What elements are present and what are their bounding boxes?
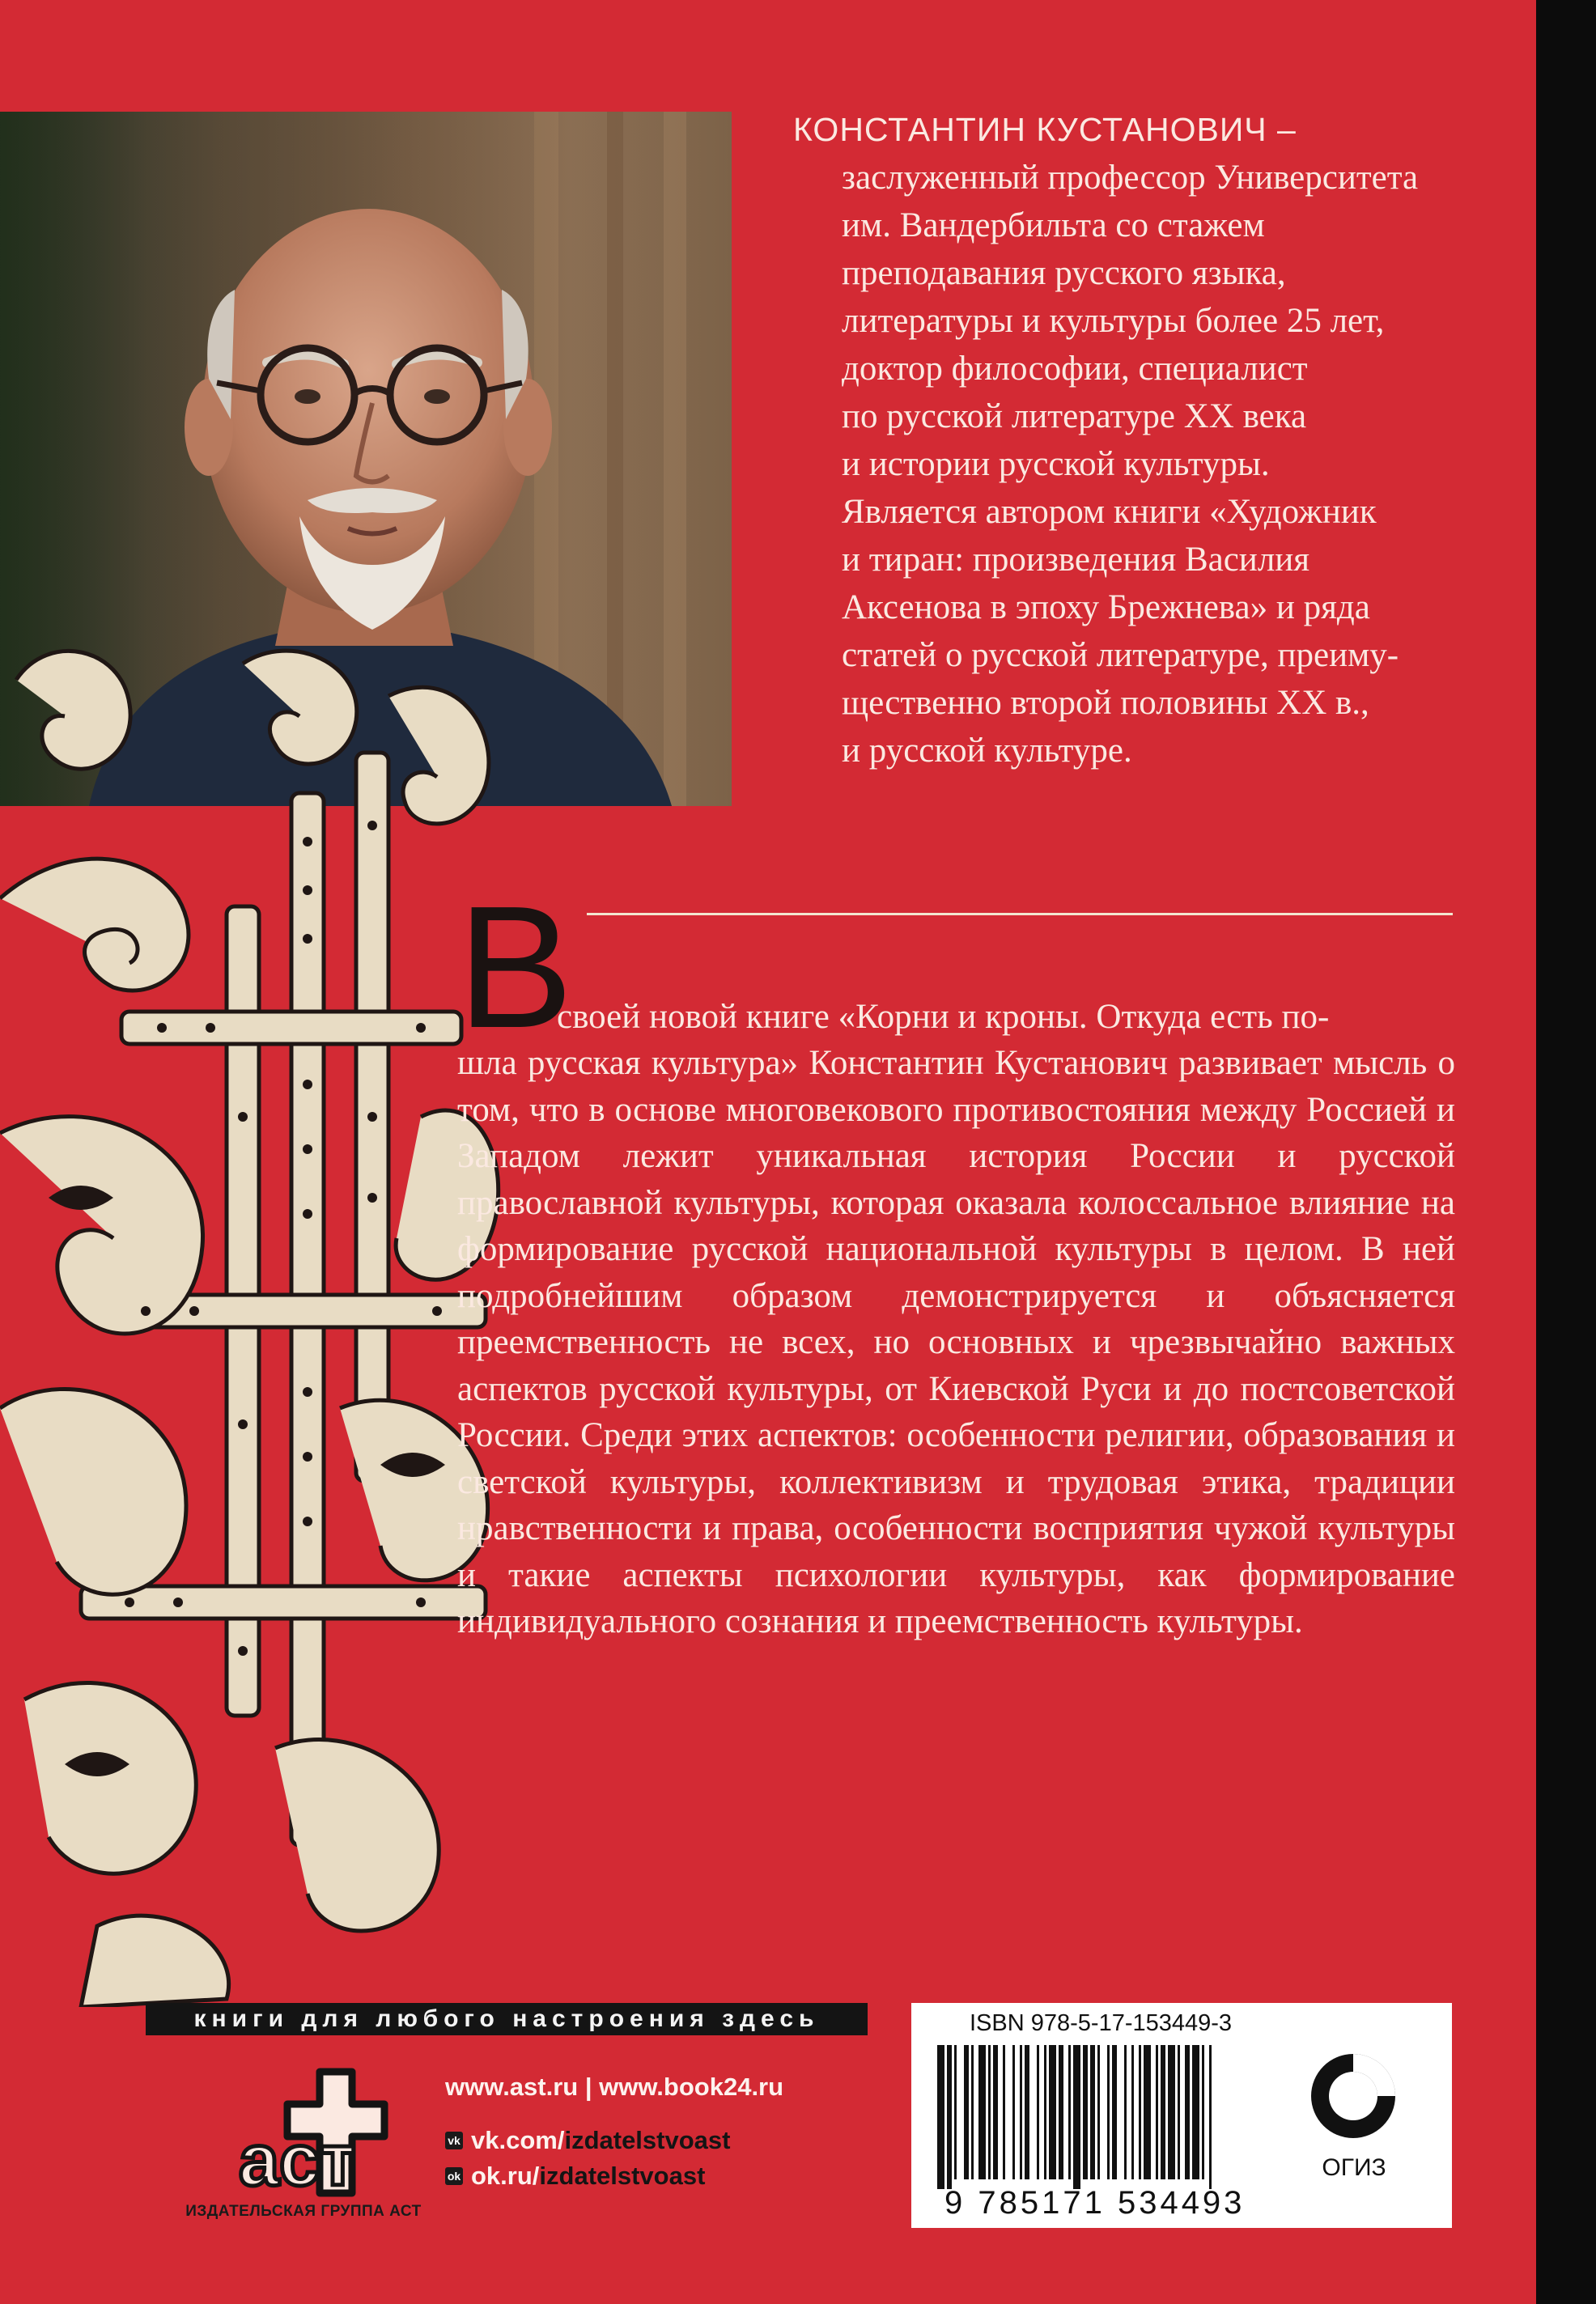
barcode-bar bbox=[1020, 2045, 1022, 2179]
barcode-bar bbox=[947, 2045, 952, 2189]
drop-cap: В bbox=[457, 869, 574, 1064]
ok-icon: ok bbox=[445, 2167, 463, 2185]
barcode-bar bbox=[1037, 2045, 1039, 2179]
ok-link[interactable] bbox=[445, 2158, 783, 2194]
barcode-bar bbox=[1161, 2045, 1165, 2179]
bio-line: щественно второй половины XX в., bbox=[842, 684, 1369, 722]
barcode-bar bbox=[1156, 2045, 1158, 2179]
barcode-bar bbox=[1025, 2045, 1029, 2179]
bio-line: доктор философии, специалист bbox=[842, 350, 1308, 388]
barcode-bar bbox=[978, 2045, 986, 2179]
ok-prefix: ok.ru/ bbox=[471, 2162, 540, 2190]
bio-line: и истории русской культуры. bbox=[842, 445, 1270, 483]
barcode-bar bbox=[1185, 2045, 1190, 2179]
barcode-bar bbox=[964, 2045, 969, 2179]
publisher-group: ИЗДАТЕЛЬСКАЯ ГРУППА АСТ bbox=[185, 2203, 422, 2220]
barcode-bar bbox=[1124, 2045, 1127, 2179]
barcode-bar bbox=[1209, 2045, 1212, 2189]
bio-line: Аксенова в эпоху Брежнева» и ряда bbox=[842, 588, 1370, 626]
barcode-bar bbox=[1073, 2045, 1080, 2189]
spine-strip bbox=[1536, 0, 1596, 2304]
bio-line: по русской литературе XX века bbox=[842, 397, 1307, 435]
barcode-bar bbox=[1097, 2045, 1100, 2179]
annotation-first-line: своей новой книге «Корни и кроны. Откуда есть по- bbox=[557, 998, 1330, 1036]
annotation-divider bbox=[587, 913, 1453, 915]
barcode-bar bbox=[1202, 2045, 1204, 2179]
ast-logo-text: аст bbox=[239, 2120, 356, 2201]
barcode-bar bbox=[988, 2045, 991, 2179]
bio-line: литературы и культуры более 25 лет, bbox=[842, 302, 1385, 340]
annotation-text: шла русская культура» Константин Кустанович развивает мысль о том, что в основе многовекового противостояния между Россией и Западом лежит уникальная история России и русской православной культуры, которая оказала колоссальное влияние на формирование русской национальной культуры в целом. В ней подробнейшим образом демонстрируется и объясняется преемственность не всех, но основных и чрезвычайно важных аспектов русской культуры, от Киевской Руси и до постсоветской России. Среди этих аспектов: особенности религии, образования и светской культуры, коллективизм и трудовая этика, традиции нравственности и права, особенности восприятия чужой культуры и такие аспекты психологии культуры, как формирование индивидуального сознания и преемственность культуры. bbox=[457, 1044, 1455, 1640]
bio-line: статей о русской литературе, преиму- bbox=[842, 636, 1399, 674]
bio-line: заслуженный профессор Университета bbox=[842, 159, 1419, 197]
barcode-bar bbox=[1144, 2045, 1151, 2179]
bio-line: им. Вандербильта со стажем bbox=[842, 206, 1265, 244]
barcode-bar bbox=[1068, 2045, 1071, 2179]
barcode-bar bbox=[1168, 2045, 1175, 2179]
ean-digits: 9 785171 534493 bbox=[944, 2185, 1246, 2221]
barcode-bar bbox=[1059, 2045, 1063, 2179]
barcode-bar bbox=[1178, 2045, 1180, 2179]
website-links[interactable]: www.ast.ru | www.book24.ru bbox=[445, 2073, 784, 2101]
bio-line: и тиран: произведения Василия bbox=[842, 541, 1310, 579]
ast-logo bbox=[190, 2056, 433, 2201]
barcode-bar bbox=[1131, 2045, 1134, 2179]
vk-handle: izdatelstvoast bbox=[564, 2126, 731, 2154]
ogiz-imprint: ОГИЗ bbox=[1322, 2154, 1386, 2181]
barcode-bar bbox=[1192, 2045, 1199, 2179]
publisher-links bbox=[445, 2069, 783, 2194]
barcode-bar bbox=[1012, 2045, 1015, 2179]
isbn-number: ISBN 978-5-17-153449-3 bbox=[970, 2010, 1233, 2036]
barcode-bar bbox=[1003, 2045, 1005, 2179]
bio-line: и русской культуре. bbox=[842, 732, 1132, 770]
barcode-bar bbox=[954, 2045, 957, 2179]
ornament-illustration bbox=[0, 631, 518, 2007]
barcode-bar bbox=[1112, 2045, 1117, 2179]
barcode-bar bbox=[1139, 2045, 1141, 2179]
bio-line: преподавания русского языка, bbox=[842, 254, 1286, 292]
slogan-banner: книги для любого настроения здесь bbox=[146, 2003, 868, 2035]
author-name: КОНСТАНТИН КУСТАНОВИЧ – bbox=[793, 111, 1297, 148]
vk-link[interactable] bbox=[445, 2123, 783, 2158]
vk-prefix: vk.com/ bbox=[471, 2126, 565, 2154]
ogiz-logo-icon bbox=[1305, 2047, 1402, 2145]
barcode-bar bbox=[1083, 2045, 1088, 2179]
author-bio bbox=[777, 105, 1505, 774]
vk-icon: vk bbox=[445, 2132, 463, 2149]
barcode-bar bbox=[971, 2045, 974, 2179]
barcode-bar bbox=[1049, 2045, 1056, 2179]
barcode-bar bbox=[937, 2045, 944, 2189]
barcode-bar bbox=[993, 2045, 998, 2179]
barcode-bar bbox=[1107, 2045, 1110, 2179]
barcode-bar bbox=[1090, 2045, 1095, 2179]
ok-handle: izdatelstvoast bbox=[539, 2162, 706, 2190]
bio-line: Является автором книги «Художник bbox=[842, 493, 1377, 531]
barcode-bar bbox=[1044, 2045, 1046, 2179]
